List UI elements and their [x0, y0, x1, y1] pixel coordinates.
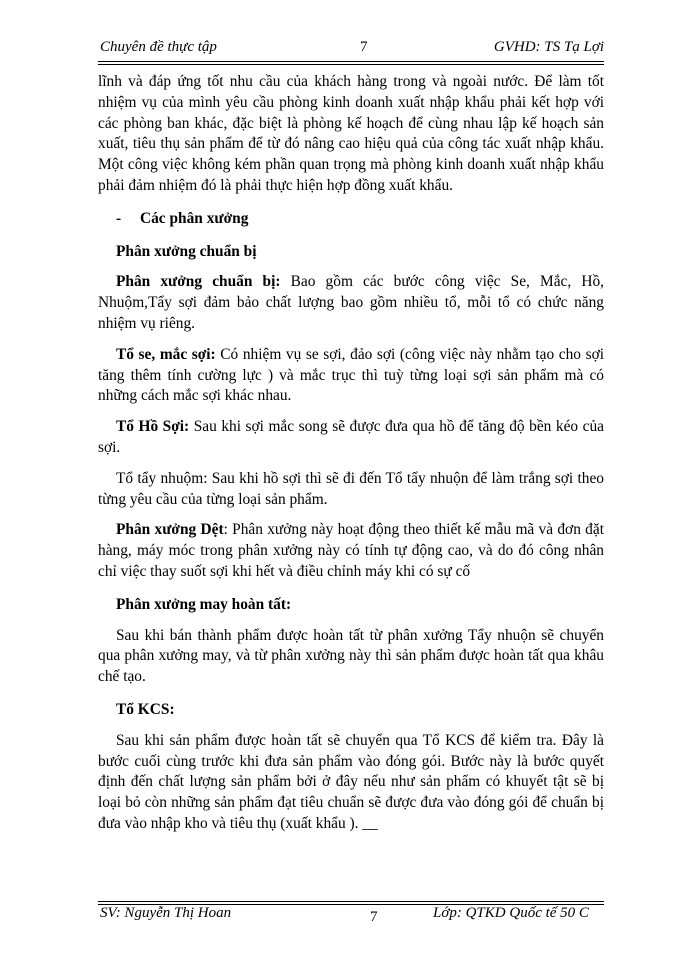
paragraph-sizing-label: Tổ Hồ Sợi: [116, 418, 190, 436]
header-supervisor: GVHD: TS Tạ Lợi [493, 39, 604, 55]
bullet-text: Các phân xưởng [140, 209, 249, 227]
paragraph-kcs: Sau khi sản phẩm được hoàn tất sẽ chuyển qua Tổ KCS để kiểm tra. Đây là bước cuối cùng trước khi đưa sản phẩm vào đóng gói. Bước này là bước quyết định đến chất lượng sản phẩm bởi ở đây nếu như sản phẩm có khuyết tật sẽ bị loại bỏ còn những sản phẩm đạt tiêu chuẩn sẽ được đưa vào đóng gói để chuẩn bị đưa vào nhập kho và tiêu thụ (xuất khẩu ). __ [98, 731, 604, 832]
paragraph-sizing [98, 417, 604, 459]
paragraph-sewing: Sau khi bán thành phẩm được hoàn tất từ phân xưởng Tẩy nhuộn sẽ chuyển qua phân xưởng may, và từ phân xưởng này thì sản phẩm được hoàn tất qua khâu chế tạo. [98, 626, 604, 686]
paragraph-dyeing: Tổ tẩy nhuộm: Sau khi hồ sợi thì sẽ đi đến Tổ tẩy nhuộn để làm trắng sợi theo từng yêu cầu của từng loại sản phẩm. [98, 469, 604, 508]
paragraph-weaving-label: Phân xưởng Dệt [116, 521, 224, 539]
paragraph-spinning-text: Có nhiệm vụ se sợi, đảo sợi (công việc này nhằm tạo cho sợi tăng thêm tính cường lực ) và mắc trục thì tuỳ từng loại sợi sản phẩm mà có những cách mắc sợi khác nhau. [98, 345, 604, 405]
paragraph-weaving [98, 520, 604, 582]
header-page-number: 7 [360, 39, 368, 55]
heading-preparation-workshop: Phân xưởng chuẩn bị [116, 242, 257, 260]
footer-student: SV: Nguyễn Thị Hoan [100, 905, 232, 921]
heading-kcs: Tổ KCS: [116, 700, 175, 718]
page-header [100, 39, 604, 63]
page-body [98, 72, 604, 835]
header-document-title: Chuyên đề thực tập [100, 39, 217, 55]
footer-page-number: 7 [370, 909, 378, 925]
footer-class: Lớp: QTKD Quốc tế 50 C [433, 905, 589, 921]
header-divider [98, 61, 604, 65]
paragraph-spinning [98, 345, 604, 407]
paragraph-weaving-text: : Phân xưởng này hoạt động theo thiết kế mẫu mã và đơn đặt hàng, máy móc trong phân xưởng này có tính tự động cao, và do đó công nhân chỉ việc thay suốt sợi khi hết và điều chỉnh máy khi có sự cố [98, 521, 604, 580]
bullet-dash: - [116, 209, 122, 227]
heading-sewing-workshop: Phân xưởng may hoàn tất: [116, 595, 292, 613]
paragraph-preparation-label: Phân xưởng chuẩn bị: [116, 273, 281, 291]
section-bullet [98, 209, 604, 230]
paragraph-preparation [98, 272, 604, 334]
paragraph-spinning-label: Tổ se, mắc sợi: [116, 345, 216, 363]
paragraph-sizing-text: Sau khi sợi mắc song sẽ được đưa qua hồ để tăng độ bền kéo của sợi. [98, 418, 604, 456]
intro-paragraph: lĩnh và đáp ứng tốt nhu cầu của khách hàng trong và ngoài nước. Để làm tốt nhiệm vụ của mình yêu cầu phòng kinh doanh xuất nhập khẩu phải kết hợp với các phòng ban khác, đặc biệt là phòng kế hoạch để cùng nhau lập kế hoạch sản xuất, tiêu thụ sản phẩm để từ đó nâng cao hiệu quả của công tác xuất nhập khẩu. Một công việc không kém phần quan trọng mà phòng kinh doanh xuất nhập khẩu phải đảm nhiệm đó là phải thực hiện hợp đồng xuất khẩu. [98, 73, 604, 194]
paragraph-preparation-text: Bao gồm các bước công việc Se, Mắc, Hồ, Nhuộm,Tẩy sợi đảm bảo chất lượng bao gồm nhiều tổ, mỗi tổ có chức năng nhiệm vụ riêng. [98, 273, 604, 332]
